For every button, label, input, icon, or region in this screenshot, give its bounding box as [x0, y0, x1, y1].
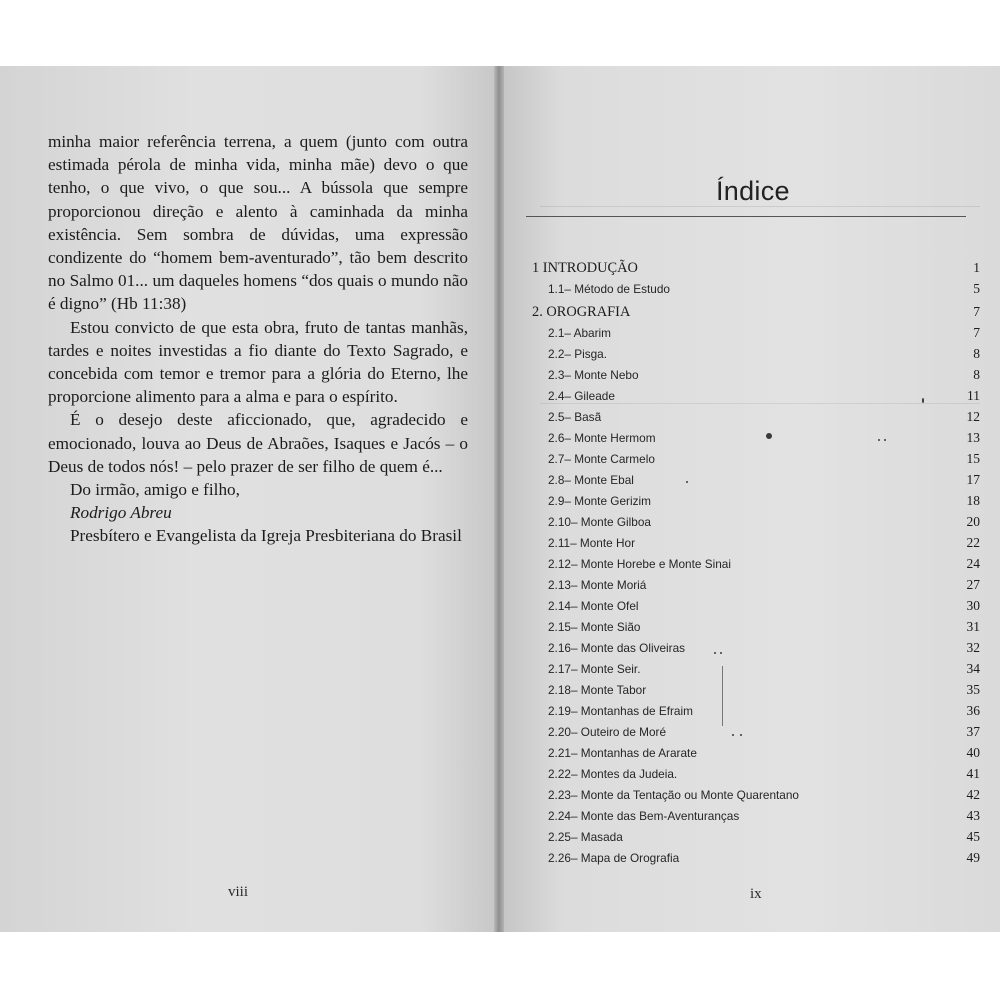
toc-entry[interactable]: 2.19– Montanhas de Efraim 36	[548, 703, 980, 718]
toc-entry[interactable]: 2.9– Monte Gerizim 18	[548, 493, 980, 508]
print-speck	[686, 481, 688, 483]
toc-entry[interactable]: 2.5– Basã 12	[548, 409, 980, 424]
toc-entry[interactable]: 2.25– Masada 45	[548, 829, 980, 844]
right-page-number: ix	[750, 886, 762, 902]
toc-entry[interactable]: 2.18– Monte Tabor 35	[548, 682, 980, 697]
toc-entry[interactable]: 2.20– Outeiro de Moré 37	[548, 724, 980, 739]
toc-entry[interactable]: 2.13– Monte Moriá 27	[548, 577, 980, 592]
paragraph-3: É o desejo deste aficcionado, que, agradecido e emocionado, louva ao Deus de Abraões, Isaques e Jacós – o Deus de todos nós! – pelo prazer de ser filho de quem é...	[48, 410, 468, 476]
toc-entry[interactable]: 2.23– Monte da Tentação ou Monte Quarentano 42	[548, 787, 980, 802]
toc-entry[interactable]: 1 INTRODUÇÃO 1	[532, 260, 980, 276]
toc-entry[interactable]: 2.4– Gileade 11	[548, 388, 980, 403]
print-speck	[884, 439, 886, 441]
toc-entry[interactable]: 2.22– Montes da Judeia. 41	[548, 766, 980, 781]
left-page-text	[48, 130, 468, 548]
toc-entry[interactable]: 2.3– Monte Nebo 8	[548, 367, 980, 382]
table-of-contents	[532, 258, 980, 868]
print-speck	[766, 433, 772, 439]
print-speck	[722, 666, 723, 726]
print-speck	[732, 734, 734, 736]
toc-entry[interactable]: 2.6– Monte Hermom 13	[548, 430, 980, 445]
left-page-number: viii	[228, 884, 249, 900]
book-spread	[0, 66, 1000, 932]
print-speck	[714, 652, 716, 654]
toc-entry[interactable]: 2. OROGRAFIA 7	[532, 304, 980, 320]
title-rule	[526, 216, 966, 217]
toc-entry[interactable]: 1.1– Método de Estudo 5	[548, 281, 980, 296]
print-speck	[720, 652, 722, 654]
toc-entry[interactable]: 2.1– Abarim 7	[548, 325, 980, 340]
toc-entry[interactable]: 2.2– Pisga. 8	[548, 346, 980, 361]
signature-role: Presbítero e Evangelista da Igreja Presbiteriana do Brasil	[70, 526, 462, 546]
book-gutter	[494, 66, 504, 932]
closing-line: Do irmão, amigo e filho,	[70, 480, 240, 500]
toc-entry[interactable]: 2.7– Monte Carmelo 15	[548, 451, 980, 466]
print-speck	[922, 398, 924, 403]
toc-entry[interactable]: 2.11– Monte Hor 22	[548, 535, 980, 550]
toc-entry[interactable]: 2.12– Monte Horebe e Monte Sinai 24	[548, 556, 980, 571]
toc-entry[interactable]: 2.24– Monte das Bem-Aventuranças 43	[548, 808, 980, 823]
paragraph-1: minha maior referência terrena, a quem (junto com outra estimada pérola de minha vida, minha mãe) devo o que tenho, o que vivo, o que sou... A bússola que sempre proporcionou direção e alento à caminhada da minha existência. Sem sombra de dúvidas, uma expressão condizente do “homem bem-aventurado”, tão bem descrito no Salmo 01... um daqueles homens “dos quais o mundo não é digno” (Hb 11:38)	[48, 132, 468, 314]
toc-entry[interactable]: 2.15– Monte Sião 31	[548, 619, 980, 634]
index-title: Índice	[716, 176, 790, 206]
print-speck	[878, 439, 880, 441]
left-page	[0, 66, 494, 932]
toc-entry[interactable]: 2.17– Monte Seir. 34	[548, 661, 980, 676]
paragraph-2: Estou convicto de que esta obra, fruto de tantas manhãs, tardes e noites investidas a fio diante do Texto Sagrado, e concebida com temor e tremor para a glória do Eterno, lhe proporcione alimento para a alma e para o espírito.	[48, 317, 468, 407]
toc-entry[interactable]: 2.14– Monte Ofel 30	[548, 598, 980, 613]
toc-entry[interactable]: 2.16– Monte das Oliveiras 32	[548, 640, 980, 655]
toc-entry[interactable]: 2.8– Monte Ebal 17	[548, 472, 980, 487]
signature-name: Rodrigo Abreu	[70, 503, 172, 523]
toc-entry[interactable]: 2.10– Monte Gilboa 20	[548, 514, 980, 529]
print-speck	[740, 734, 742, 736]
toc-entry[interactable]: 2.21– Montanhas de Ararate 40	[548, 745, 980, 760]
toc-entry[interactable]: 2.26– Mapa de Orografia 49	[548, 850, 980, 865]
